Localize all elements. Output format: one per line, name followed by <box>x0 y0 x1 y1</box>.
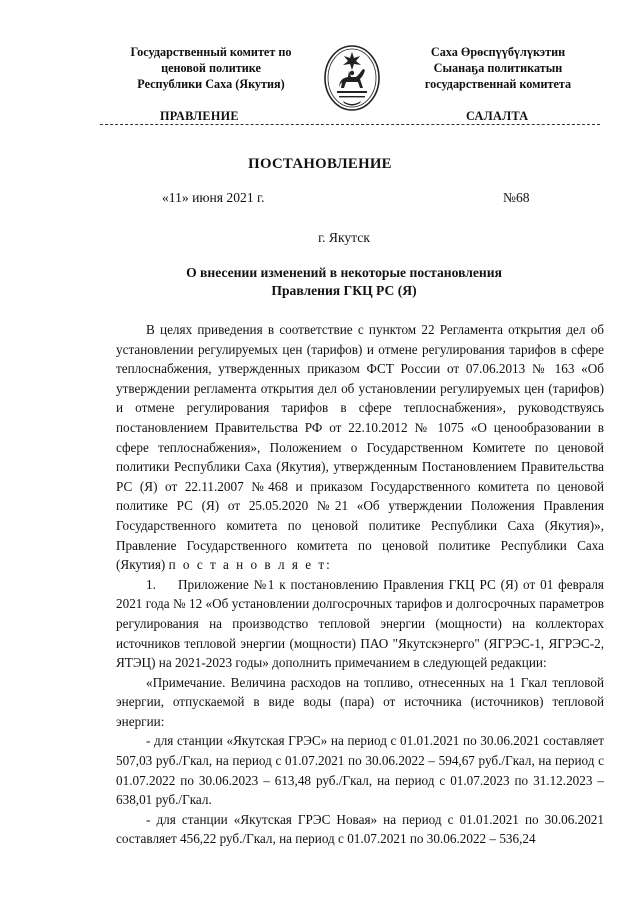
agency-name-yakut-line: государственнай комитета <box>424 77 572 91</box>
agency-name-yakut <box>398 44 598 92</box>
agency-name-yakut-line: Саха Өрөспүүбүлүкэтин <box>430 45 566 59</box>
document-date: «11» июня 2021 г. <box>162 190 265 205</box>
preamble-paragraph <box>116 320 604 575</box>
agency-name-russian-line: Государственный комитет по <box>130 45 292 59</box>
document-number: №68 <box>503 190 530 205</box>
coat-of-arms-emblem <box>323 44 381 112</box>
board-label-russian: ПРАВЛЕНИЕ <box>160 109 239 123</box>
station-1-paragraph: - для станции «Якутская ГРЭС» на период с 01.01.2021 по 30.06.2021 составляет 507,03 руб./Гкал, на период с 01.07.2021 по 30.06.2022 – 594,67 руб./Гкал, на период с 01.07.2022 по 30.06.2023 – 613,48 руб./Гкал, на период с 01.07.2023 по 31.12.2023 – 638,01 руб./Гкал. <box>116 733 604 808</box>
agency-name-yakut-line: Сыанаҕа политикатын <box>433 61 563 75</box>
document-title <box>0 264 640 300</box>
board-label-yakut: САЛАЛТА <box>466 109 529 123</box>
preamble-verb: п о с т а н о в л я е т: <box>168 557 332 573</box>
document-title-line: Правления ГКЦ РС (Я) <box>271 283 417 298</box>
document-title-line: О внесении изменений в некоторые постановления <box>186 265 502 280</box>
preamble-text: В целях приведения в соответствие с пунктом 22 Регламента открытия дел об установлении регулируемых цен (тарифов) и отмене регулирования тарифов в сфере теплоснабжения, утвержденных приказом ФСТ России от 07.06.2013 № 163 «Об утверждении регламента открытия дел об установлении регулируемых цен (тарифов) и отмене регулирования тарифов в сфере теплоснабжения», руководствуясь постановлением Правительства РФ от 22.10.2012 № 1075 «О ценообразовании в сфере теплоснабжения», Положением о Государственном Комитете по ценовой политики Республики Саха (Якутия), утвержденным Постановлением Правительства РС (Я) от 22.11.2007 №468 и приказом Государственного комитета по ценовой политике РС (Я) от 25.05.2020 №21 «Об утверждении Положения Правления Государственного комитета по ценовой политике Республики Саха (Якутия)», Правление Государственного комитета по ценовой политике Республики Саха (Якутия) <box>116 322 604 573</box>
note-paragraph: «Примечание. Величина расходов на топливо, отнесенных на 1 Гкал тепловой энергии, отпускаемой в виде воды (пара) от источника (источников) тепловой энергии: <box>116 674 604 729</box>
item-1-number: 1. <box>146 576 156 592</box>
document-body <box>116 320 604 849</box>
document-city: г. Якутск <box>318 230 370 245</box>
item-1-paragraph <box>116 575 604 673</box>
document-type: ПОСТАНОВЛЕНИЕ <box>248 156 392 172</box>
agency-name-russian <box>96 44 326 92</box>
agency-name-russian-line: Республики Саха (Якутия) <box>137 77 285 91</box>
header-divider <box>100 124 600 125</box>
agency-name-russian-line: ценовой политике <box>161 61 261 75</box>
station-2-paragraph: - для станции «Якутская ГРЭС Новая» на период с 01.01.2021 по 30.06.2021 составляет 456,22 руб./Гкал, на период с 01.07.2021 по 30.06.2022 – 536,24 <box>116 811 604 847</box>
item-1-text: Приложение №1 к постановлению Правления ГКЦ РС (Я) от 01 февраля 2021 года № 12 «Об установлении долгосрочных тарифов и долгосрочных параметров регулирования на производство тепловой энергии (мощности) на коллекторах источников тепловой энергии (мощности) ПАО "Якутскэнерго" (ЯГРЭС-1, ЯГРЭС-2, ЯТЭЦ) на 2021-2023 годы» дополнить примечанием в следующей редакции: <box>116 576 604 671</box>
